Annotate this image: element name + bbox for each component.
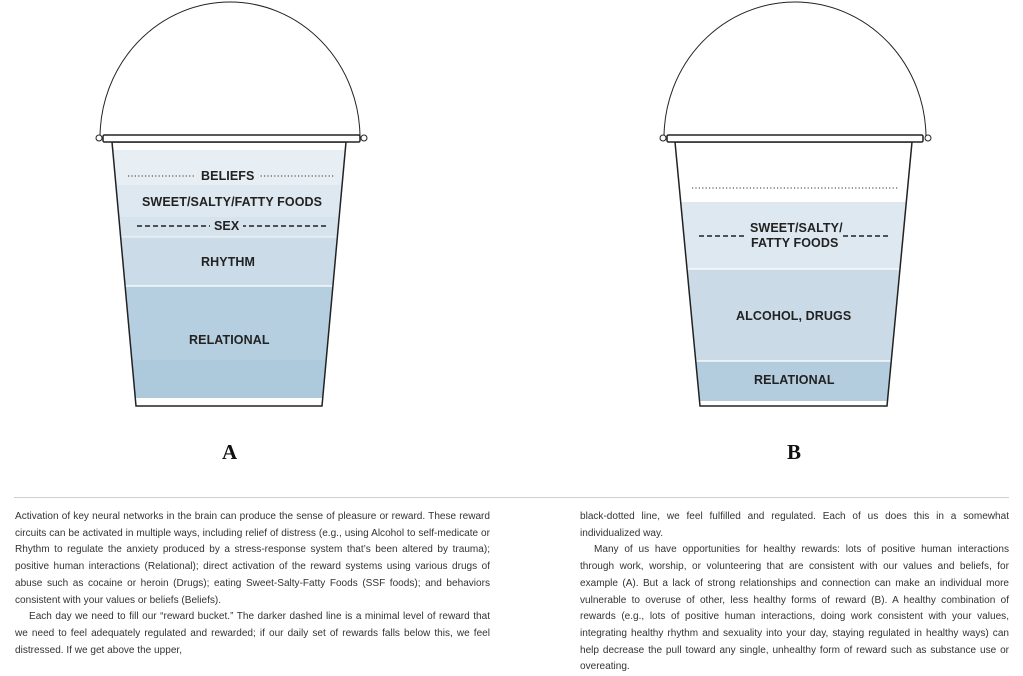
bucket-a-rim xyxy=(103,135,360,142)
bucket-b-left-hinge xyxy=(660,135,666,141)
bucket-b-relational-label: RELATIONAL xyxy=(754,373,835,387)
bucket-b-handle xyxy=(664,2,926,138)
bucket-a-sex-label: SEX xyxy=(210,219,243,233)
bucket-a-right-hinge xyxy=(361,135,367,141)
bucket-a-handle xyxy=(100,2,360,138)
section-divider xyxy=(14,497,1009,498)
bucket-b-ssf-label-line2: FATTY FOODS xyxy=(751,236,839,250)
bucket-a-left-hinge xyxy=(96,135,102,141)
bucket-b-rim xyxy=(667,135,923,142)
caption-left-paragraph-2: Each day we need to fill our “reward bucket.” The darker dashed line is a minimal level of reward that we need to feel adequately regulated and rewarded; if our daily set of rewards falls below this, we feel distressed. If we get above the upper, xyxy=(15,611,490,656)
bucket-a-ssf-label: SWEET/SALTY/FATTY FOODS xyxy=(142,195,323,209)
bucket-a-relational-label: RELATIONAL xyxy=(189,333,270,347)
bucket-b-ssf-label-line1: SWEET/SALTY/ xyxy=(750,221,843,235)
caption-left-paragraph-1: Activation of key neural networks in the brain can produce the sense of pleasure or reward. These reward circuits can be activated in multiple ways, including relief of distress (e.g., using Alcohol to self-medicate or Rhythm to regulate the anxiety produced by a stress-response system that’s been altered by trauma); positive human interactions (Relational); direct activation of the reward systems using various drugs of abuse such as cocaine or heroin (Drugs); eating Sweet-Salty-Fatty Foods (SSF foods); and behaviors consistent with your values or beliefs (Beliefs). xyxy=(15,511,490,606)
bucket-a-rhythm-label: RHYTHM xyxy=(201,255,256,269)
caption-right-paragraph-2: Many of us have opportunities for healthy rewards: lots of positive human interactions through work, worship, or volunteering that are consistent with our values and beliefs, for example (A). But a lack of strong relationships and connection can make an individual more vulnerable to overuse of other, less healthy forms of reward (B). A healthy combination of rewards (e.g., lots of positive human interactions, doing work consistent with your values, integrating healthy rhythm and sexuality into your day, staying regulated in healthy ways) can help decrease the pull toward any single, unhealthy form of reward such as substance use or overeating. xyxy=(580,544,1009,673)
panel-b-letter: B xyxy=(787,440,802,464)
bucket-b xyxy=(660,2,931,406)
panel-a-letter: A xyxy=(222,440,238,464)
bucket-b-right-hinge xyxy=(925,135,931,141)
bucket-a-beliefs-label: BELIEFS xyxy=(196,169,259,183)
caption-right-column xyxy=(580,509,1009,676)
caption-left-column xyxy=(15,509,490,659)
caption-right-paragraph-1: black-dotted line, we feel fulfilled and regulated. Each of us does this in a somewhat individualized way. xyxy=(580,511,1009,539)
bucket-b-alcohol-drugs-label: ALCOHOL, DRUGS xyxy=(736,309,852,323)
